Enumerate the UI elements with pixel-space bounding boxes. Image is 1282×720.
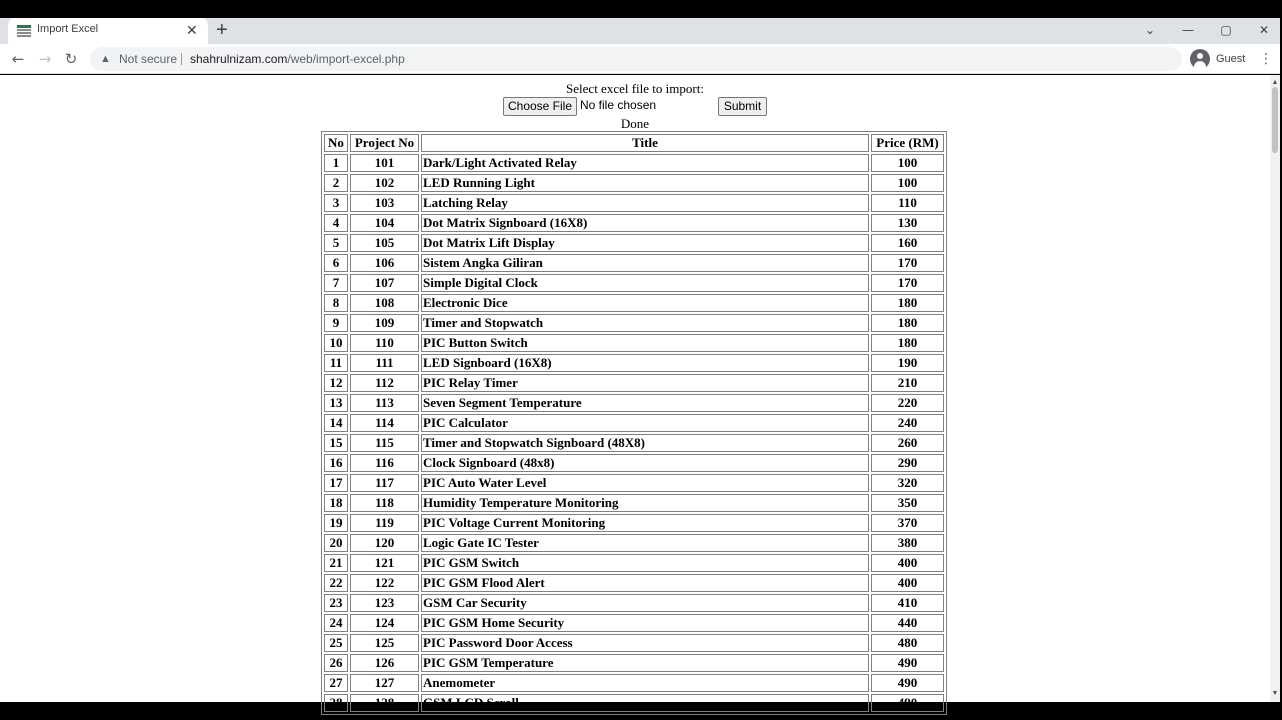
window-close-icon[interactable]: ✕	[1258, 23, 1270, 37]
cell-project-no: 102	[350, 174, 419, 192]
tab-close-icon[interactable]: ✕	[186, 22, 198, 38]
cell-price: 260	[871, 434, 944, 452]
projects-table	[321, 131, 947, 715]
table-row	[324, 454, 944, 472]
file-status: No file chosen	[580, 98, 657, 112]
table-row	[324, 574, 944, 592]
table-row	[324, 354, 944, 372]
table-row	[324, 334, 944, 352]
maximize-icon[interactable]: ▢	[1220, 23, 1232, 37]
import-status: Done	[620, 116, 650, 131]
cell-no: 20	[324, 534, 348, 552]
table-row	[324, 634, 944, 652]
table-row	[324, 494, 944, 512]
cell-price: 410	[871, 594, 944, 612]
table-row	[324, 514, 944, 532]
cell-price: 170	[871, 254, 944, 272]
cell-title: PIC Password Door Access	[421, 634, 869, 652]
table-row	[324, 394, 944, 412]
cell-price: 490	[871, 694, 944, 712]
browser-toolbar	[0, 44, 1280, 74]
cell-no: 28	[324, 694, 348, 712]
submit-button[interactable]: Submit	[718, 97, 767, 116]
cell-price: 480	[871, 634, 944, 652]
cell-no: 10	[324, 334, 348, 352]
cell-project-no: 103	[350, 194, 419, 212]
cell-project-no: 123	[350, 594, 419, 612]
cell-project-no: 122	[350, 574, 419, 592]
address-bar[interactable]	[90, 47, 1182, 71]
cell-project-no: 105	[350, 234, 419, 252]
cell-project-no: 106	[350, 254, 419, 272]
cell-price: 160	[871, 234, 944, 252]
cell-title: Seven Segment Temperature	[421, 394, 869, 412]
reload-icon[interactable]: ↻	[64, 50, 78, 68]
tab-search-icon[interactable]: ⌄	[1144, 23, 1156, 37]
cell-no: 18	[324, 494, 348, 512]
cell-no: 25	[324, 634, 348, 652]
header-price: Price (RM)	[871, 134, 944, 152]
cell-project-no: 112	[350, 374, 419, 392]
header-project-no: Project No	[350, 134, 419, 152]
cell-project-no: 117	[350, 474, 419, 492]
cell-no: 12	[324, 374, 348, 392]
table-row	[324, 174, 944, 192]
cell-price: 190	[871, 354, 944, 372]
cell-no: 14	[324, 414, 348, 432]
cell-project-no: 119	[350, 514, 419, 532]
cell-no: 9	[324, 314, 348, 332]
cell-price: 290	[871, 454, 944, 472]
vertical-scrollbar[interactable]	[1270, 75, 1280, 702]
cell-no: 13	[324, 394, 348, 412]
minimize-icon[interactable]: —	[1182, 23, 1194, 37]
cell-title: PIC GSM Switch	[421, 554, 869, 572]
cell-no: 5	[324, 234, 348, 252]
cell-project-no: 111	[350, 354, 419, 372]
cell-no: 19	[324, 514, 348, 532]
table-body	[324, 154, 944, 712]
scroll-down-icon[interactable]: ▼	[1271, 689, 1279, 697]
cell-price: 490	[871, 674, 944, 692]
cell-price: 220	[871, 394, 944, 412]
cell-project-no: 118	[350, 494, 419, 512]
cell-price: 400	[871, 574, 944, 592]
cell-price: 100	[871, 154, 944, 172]
cell-no: 24	[324, 614, 348, 632]
cell-title: Electronic Dice	[421, 294, 869, 312]
cell-project-no: 115	[350, 434, 419, 452]
cell-project-no: 104	[350, 214, 419, 232]
table-row	[324, 654, 944, 672]
url-path: /web/import-excel.php	[287, 52, 405, 66]
cell-title: Clock Signboard (48x8)	[421, 454, 869, 472]
cell-title: Simple Digital Clock	[421, 274, 869, 292]
url-host: shahrulnizam.com	[190, 52, 288, 66]
table-row	[324, 274, 944, 292]
cell-no: 23	[324, 594, 348, 612]
cell-title: PIC Voltage Current Monitoring	[421, 514, 869, 532]
cell-title: Humidity Temperature Monitoring	[421, 494, 869, 512]
cell-price: 180	[871, 294, 944, 312]
cell-price: 100	[871, 174, 944, 192]
table-row	[324, 294, 944, 312]
choose-file-button[interactable]: Choose File	[503, 97, 577, 116]
cell-no: 15	[324, 434, 348, 452]
table-row	[324, 374, 944, 392]
header-no: No	[324, 134, 348, 152]
tab-import-excel[interactable]	[8, 18, 208, 44]
table-row	[324, 314, 944, 332]
cell-title: PIC GSM Flood Alert	[421, 574, 869, 592]
table-row	[324, 694, 944, 712]
cell-title: LED Running Light	[421, 174, 869, 192]
cell-price: 370	[871, 514, 944, 532]
cell-title: GSM Car Security	[421, 594, 869, 612]
cell-price: 320	[871, 474, 944, 492]
table-row	[324, 214, 944, 232]
cell-title: Timer and Stopwatch Signboard (48X8)	[421, 434, 869, 452]
cell-project-no: 128	[350, 694, 419, 712]
table-row	[324, 554, 944, 572]
table-row	[324, 534, 944, 552]
cell-price: 400	[871, 554, 944, 572]
cell-title: PIC GSM Home Security	[421, 614, 869, 632]
header-title: Title	[421, 134, 869, 152]
table-row	[324, 594, 944, 612]
cell-price: 210	[871, 374, 944, 392]
cell-title: Timer and Stopwatch	[421, 314, 869, 332]
forward-icon[interactable]: →	[38, 50, 52, 68]
back-icon[interactable]: ←	[11, 50, 25, 68]
table-row	[324, 154, 944, 172]
cell-price: 440	[871, 614, 944, 632]
new-tab-icon[interactable]: +	[216, 19, 228, 41]
cell-no: 22	[324, 574, 348, 592]
cell-title: Anemometer	[421, 674, 869, 692]
avatar-icon	[1190, 49, 1210, 69]
page-favicon-icon	[17, 24, 31, 37]
cell-project-no: 125	[350, 634, 419, 652]
cell-no: 27	[324, 674, 348, 692]
profile-name: Guest	[1216, 53, 1246, 65]
url-text[interactable]	[190, 47, 405, 71]
table-row	[324, 414, 944, 432]
cell-price: 110	[871, 194, 944, 212]
cell-title: PIC Relay Timer	[421, 374, 869, 392]
security-label[interactable]: Not secure	[119, 52, 178, 66]
cell-no: 1	[324, 154, 348, 172]
cell-project-no: 108	[350, 294, 419, 312]
cell-price: 380	[871, 534, 944, 552]
scroll-thumb[interactable]	[1272, 87, 1278, 153]
cell-project-no: 107	[350, 274, 419, 292]
cell-no: 16	[324, 454, 348, 472]
cell-project-no: 121	[350, 554, 419, 572]
cell-title: Sistem Angka Giliran	[421, 254, 869, 272]
cell-title: Dark/Light Activated Relay	[421, 154, 869, 172]
cell-no: 21	[324, 554, 348, 572]
cell-project-no: 114	[350, 414, 419, 432]
table-row	[324, 194, 944, 212]
cell-no: 7	[324, 274, 348, 292]
table-row	[324, 674, 944, 692]
cell-title: PIC Calculator	[421, 414, 869, 432]
cell-price: 180	[871, 314, 944, 332]
cell-project-no: 113	[350, 394, 419, 412]
table-row	[324, 254, 944, 272]
cell-project-no: 120	[350, 534, 419, 552]
cell-no: 2	[324, 174, 348, 192]
upload-prompt: Select excel file to import:	[566, 81, 704, 96]
cell-title: LED Signboard (16X8)	[421, 354, 869, 372]
cell-title: Dot Matrix Signboard (16X8)	[421, 214, 869, 232]
scroll-up-icon[interactable]: ▲	[1271, 78, 1279, 86]
cell-no: 8	[324, 294, 348, 312]
cell-no: 26	[324, 654, 348, 672]
cell-price: 180	[871, 334, 944, 352]
cell-price: 350	[871, 494, 944, 512]
cell-title: PIC Auto Water Level	[421, 474, 869, 492]
cell-project-no: 126	[350, 654, 419, 672]
cell-no: 11	[324, 354, 348, 372]
cell-project-no: 116	[350, 454, 419, 472]
cell-price: 490	[871, 654, 944, 672]
cell-title: GSM LCD Scroll	[421, 694, 869, 712]
cell-no: 6	[324, 254, 348, 272]
cell-title: Latching Relay	[421, 194, 869, 212]
cell-title: PIC GSM Temperature	[421, 654, 869, 672]
address-divider	[181, 53, 182, 65]
cell-title: PIC Button Switch	[421, 334, 869, 352]
warning-icon[interactable]: ▲	[100, 53, 111, 65]
tab-title: Import Excel	[37, 23, 99, 35]
cell-project-no: 101	[350, 154, 419, 172]
cell-no: 17	[324, 474, 348, 492]
cell-price: 130	[871, 214, 944, 232]
browser-menu-icon[interactable]: ⋮	[1259, 51, 1273, 67]
table-row	[324, 234, 944, 252]
page-viewport	[0, 75, 1280, 710]
cell-project-no: 124	[350, 614, 419, 632]
tab-strip	[0, 18, 1280, 44]
cell-project-no: 109	[350, 314, 419, 332]
cell-price: 170	[871, 274, 944, 292]
cell-project-no: 110	[350, 334, 419, 352]
cell-price: 240	[871, 414, 944, 432]
cell-title: Dot Matrix Lift Display	[421, 234, 869, 252]
cell-no: 3	[324, 194, 348, 212]
cell-no: 4	[324, 214, 348, 232]
table-row	[324, 474, 944, 492]
table-row	[324, 434, 944, 452]
cell-project-no: 127	[350, 674, 419, 692]
table-header-row	[324, 134, 944, 152]
table-row	[324, 614, 944, 632]
cell-title: Logic Gate IC Tester	[421, 534, 869, 552]
